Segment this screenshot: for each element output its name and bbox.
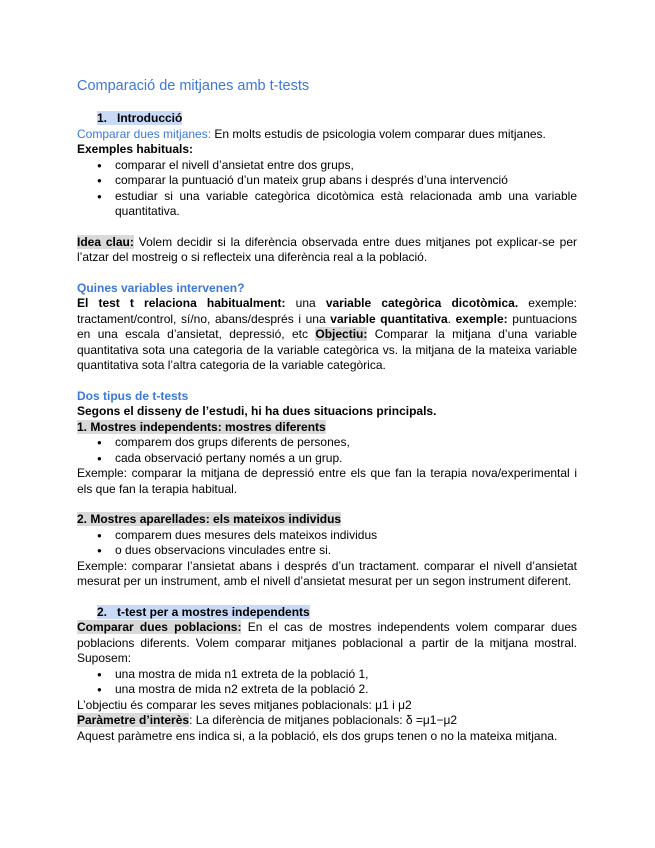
- list-item: ● comparar la puntuació d’un mateix grup abans i després d’una intervenció: [115, 173, 577, 189]
- section-number: 1.: [97, 111, 108, 125]
- independent-title: [77, 420, 577, 436]
- paragraph-populations: [77, 620, 577, 667]
- section-number: 2.: [97, 604, 108, 619]
- text: una: [285, 296, 326, 310]
- section-heading-text: t-test per a mostres independents: [117, 604, 310, 619]
- bold-text: exemple:: [455, 311, 508, 326]
- paragraph-key-idea: [77, 235, 577, 266]
- parameter-line: [77, 713, 577, 729]
- bold-text: variable categòrica dicotòmica.: [325, 296, 519, 310]
- examples-list: [77, 158, 577, 220]
- paragraph-compare: [77, 127, 577, 143]
- text: puntuacions en una escala d’ansietat, depressió, etc: [77, 311, 577, 341]
- examples-label: [77, 142, 577, 158]
- list-item: ● una mostra de mida n1 extreta de la població 1,: [115, 667, 577, 683]
- examples-label-text: Exemples habituals:: [77, 142, 194, 156]
- independent-example: Exemple: comparar la mitjana de depressió entre els que fan la terapia nova/experimental i els que fan la terapia habitual.: [77, 466, 577, 496]
- list-item: ● estudiar si una variable categòrica dicotòmica està relacionada amb una variable quantitativa.: [115, 189, 577, 220]
- paired-title-text: 2. Mostres aparellades: els mateixos individus: [77, 512, 342, 526]
- section-heading-intro: [97, 111, 577, 127]
- objective-line: L’objectiu és comparar les seves mitjanes poblacionals: μ1 i μ2: [77, 697, 412, 712]
- paired-example: Exemple: comparar l’ansietat abans i després d’un tractament. comparar el nivell d’ansietat mesurat per un instrument, amb el nivell d’ansietat mesurat per un segon instrument diferent.: [77, 558, 577, 588]
- independent-title-text: 1. Mostres independents: mostres diferents: [77, 419, 326, 434]
- text: En el cas de mostres independents volem comparar dues poblacions diferents. Volem comparar mitjanes poblacional a partir de la mitjana mostral. Suposem:: [77, 620, 577, 665]
- list-item: ● comparar el nivell d’ansietat entre dos grups,: [115, 158, 577, 174]
- paired-title: [77, 512, 577, 528]
- text: Comparar la mitjana d’una variable quantitativa sota una categoria de la variable categòrica vs. la mitjana de la mateixa variable quantitativa sota l’altra categoria de la variable categòrica.: [77, 327, 577, 372]
- bold-text: variable quantitativa: [330, 311, 448, 326]
- list-item: ● cada observació pertany només a un grup.: [115, 451, 577, 467]
- paragraph-text: En molts estudis de psicologia volem comparar dues mitjanes.: [211, 126, 546, 141]
- paired-list: [77, 528, 577, 559]
- document-title: Comparació de mitjanes amb t-tests: [77, 78, 310, 94]
- list-item: ● o dues observacions vinculades entre si.: [115, 543, 577, 559]
- text: exemple: tractament/control, sí/no, abans/després i una: [77, 296, 577, 326]
- key-idea-label: Idea clau:: [77, 234, 134, 249]
- text: : La diferència de mitjanes poblacionals: δ =μ1−μ2: [189, 713, 458, 727]
- section-heading-independent: [97, 605, 577, 621]
- text: .: [447, 311, 456, 326]
- subheading-variables: Quines variables intervenen?: [77, 280, 245, 295]
- types-intro: [77, 404, 577, 420]
- subheading-types: Dos tipus de t-tests: [77, 388, 189, 403]
- types-intro-text: Segons el disseny de l’estudi, hi ha dues situacions principals.: [77, 404, 437, 418]
- populations-label: Comparar dues poblacions:: [77, 620, 242, 634]
- document-body: [77, 77, 577, 744]
- list-item: ● una mostra de mida n2 extreta de la població 2.: [115, 682, 577, 698]
- objective-label: Objectiu:: [315, 327, 368, 341]
- samples-list: [77, 667, 577, 698]
- list-item: ● comparem dos grups diferents de persones,: [115, 435, 577, 451]
- independent-list: [77, 435, 577, 466]
- closing-line: Aquest paràmetre ens indica si, a la població, els dos grups tenen o no la mateixa mitjana.: [77, 728, 558, 743]
- section-heading-text: Introducció: [117, 111, 183, 125]
- bold-text: El test t relaciona habitualment:: [77, 296, 286, 310]
- term-compare: Comparar dues mitjanes:: [77, 126, 212, 141]
- key-idea-text: Volem decidir si la diferència observada entre dues mitjanes pot explicar-se per l’atzar del mostreig o si reflecteix una diferència real a la població.: [77, 234, 577, 264]
- parameter-label: Paràmetre d’interès: [77, 713, 190, 727]
- paragraph-variables: [77, 296, 577, 374]
- list-item: ● comparem dues mesures dels mateixos individus: [115, 528, 577, 544]
